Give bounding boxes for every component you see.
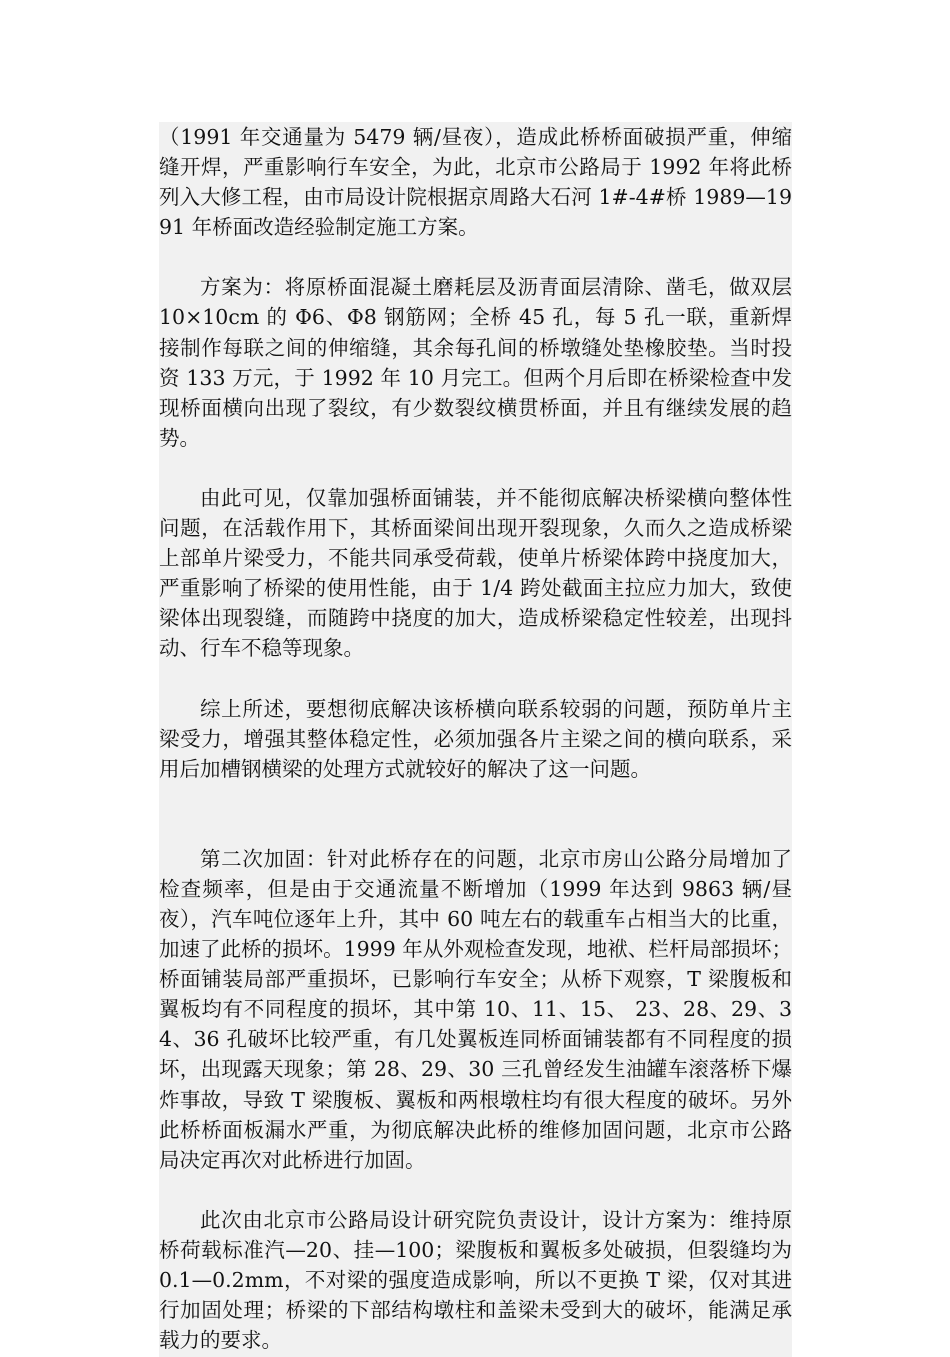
paragraph-3: 由此可见，仅靠加强桥面铺装，并不能彻底解决桥梁横向整体性问题，在活载作用下，其桥面梁间出现开裂现象，久而久之造成桥梁上部单片梁受力，不能共同承受荷载，使单片桥梁体跨中挠度加大，严重影响了桥梁的使用性能，由于 1/4 跨处截面主拉应力加大，致使梁体出现裂缝，而随跨中挠度的加大，造成桥梁稳定性较差，出现抖动、行车不稳等现象。 — [159, 485, 792, 661]
paragraph-1: （1991 年交通量为 5479 辆/昼夜），造成此桥桥面破损严重，伸缩缝开焊，严重影响行车安全，为此，北京市公路局于 1992 年将此桥列入大修工程，由市局设计院根据京周路大石河 1#-4#桥 1989—1991 年桥面改造经验制定施工方案。 — [159, 125, 792, 240]
paragraph-gap — [159, 242, 792, 272]
paragraph-gap — [159, 1175, 792, 1205]
paragraph-5: 第二次加固：针对此桥存在的问题，北京市房山公路分局增加了检查频率，但是由于交通流量不断增加（1999 年达到 9863 辆/昼夜），汽车吨位逐年上升，其中 60 吨左右的载重车占相当大的比重，加速了此桥的损坏。1999 年从外观检查发现，地袱、栏杆局部损坏；桥面铺装局部严重损坏，已影响行车安全；从桥下观察，T 梁腹板和翼板均有不同程度的损坏，其中第 10、11、15、 23、28、29、34、36 孔破坏比较严重，有几处翼板连同桥面铺装都有不同程度的损坏，出现露天现象；第 28、29、30 三孔曾经发生油罐车滚落桥下爆炸事故，导致 T 梁腹板、翼板和两根墩柱均有很大程度的破坏。另外此桥桥面板漏水严重，为彻底解决此桥的维修加固问题，北京市公路局决定再次对此桥进行加固。 — [159, 846, 792, 1172]
paragraph-6: 此次由北京市公路局设计研究院负责设计，设计方案为：维持原桥荷载标准汽—20、挂—100；梁腹板和翼板多处破损，但裂缝均为 0.1—0.2mm，不对梁的强度造成影响，所以不更换 T 梁，仅对其进行加固处理；桥梁的下部结构墩柱和盖梁未受到大的破坏，能满足承载力的要求。 — [159, 1207, 792, 1353]
document-body — [159, 122, 792, 1357]
paragraph-gap — [159, 664, 792, 694]
paragraph-2: 方案为：将原桥面混凝土磨耗层及沥青面层清除、凿毛，做双层 10×10cm 的 Φ6、Φ8 钢筋网；全桥 45 孔，每 5 孔一联，重新焊接制作每联之间的伸缩缝，其余每孔间的桥墩缝处垫橡胶垫。当时投资 133 万元，于 1992 年 10 月完工。但两个月后即在桥梁检查中发现桥面横向出现了裂纹，有少数裂纹横贯桥面，并且有继续发展的趋势。 — [159, 275, 792, 450]
paragraph-gap — [159, 784, 792, 844]
paragraph-4: 综上所述，要想彻底解决该桥横向联系较弱的问题，预防单片主梁受力，增强其整体稳定性，必须加强各片主梁之间的横向联系，采用后加槽钢横梁的处理方式就较好的解决了这一问题。 — [159, 696, 792, 781]
paragraph-gap — [159, 453, 792, 483]
